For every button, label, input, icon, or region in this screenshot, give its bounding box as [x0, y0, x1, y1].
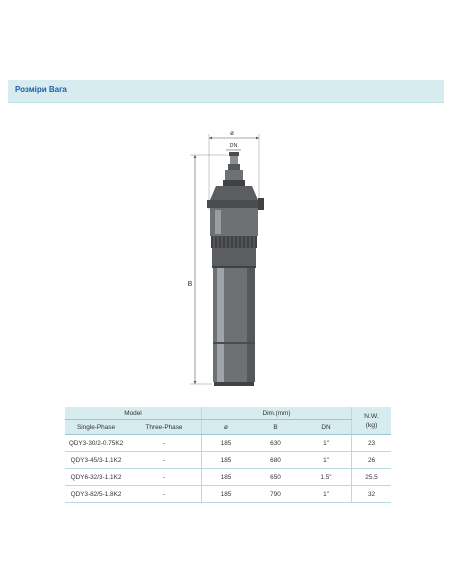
pump-dimension-diagram [170, 120, 290, 400]
table-header-row-2 [65, 420, 391, 435]
pump-head-flange [207, 200, 261, 208]
arrow-bottom [194, 381, 197, 384]
motor-end-cap [214, 382, 254, 386]
section-header [8, 80, 444, 103]
outlet-nipple [230, 156, 238, 164]
dn-cell: 1" [301, 486, 352, 503]
outlet-body [225, 170, 243, 180]
b-cell: 680 [250, 452, 301, 469]
motor-highlight [217, 268, 224, 382]
diameter-label: ø [230, 131, 234, 137]
nw-cell: 25.5 [352, 469, 392, 486]
three-phase-cell: - [127, 435, 202, 452]
phi-header: ø [202, 420, 251, 435]
nw-cell: 32 [352, 486, 392, 503]
pump-head-highlight [215, 210, 221, 234]
three-phase-header: Three-Phase [127, 420, 202, 435]
dn-label: DN [229, 143, 238, 149]
dn-header: DN [301, 420, 352, 435]
three-phase-cell: - [127, 469, 202, 486]
phi-cell: 185 [202, 452, 251, 469]
b-cell: 630 [250, 435, 301, 452]
nw-header [352, 407, 392, 435]
pump-upper-section [212, 248, 256, 266]
pump-drawing [170, 120, 290, 400]
nw-cell: 26 [352, 452, 392, 469]
motor-seam [213, 342, 255, 344]
cable-gland [258, 198, 264, 210]
single-phase-cell: QDY3-45/3-1.1K2 [65, 452, 127, 469]
motor-shadow [247, 268, 255, 382]
single-phase-cell: QDY3-30/2-0.75K2 [65, 435, 127, 452]
dn-cell: 1" [301, 452, 352, 469]
nw-label: N.W. [364, 412, 379, 420]
pump-head-cone [210, 186, 258, 200]
outlet-thread [229, 152, 239, 156]
dn-cell: 1.5" [301, 469, 352, 486]
section-seam [212, 266, 256, 268]
arrow-top [194, 155, 197, 158]
model-header: Model [65, 407, 202, 420]
table-row [65, 486, 391, 503]
single-phase-cell: QDY3-82/5-1.8K2 [65, 486, 127, 503]
three-phase-cell: - [127, 486, 202, 503]
arrow-right [256, 137, 259, 140]
b-label: B [187, 281, 193, 288]
b-cell: 650 [250, 469, 301, 486]
single-phase-cell: QDY6-32/3-1.1K2 [65, 469, 127, 486]
nw-unit: (kg) [365, 421, 378, 429]
outlet-collar [223, 180, 245, 186]
table-row [65, 469, 391, 486]
arrow-left [209, 137, 212, 140]
b-header: B [250, 420, 301, 435]
dimensions-table [65, 407, 391, 503]
table-row [65, 435, 391, 452]
phi-cell: 185 [202, 435, 251, 452]
dim-header: Dim.(mm) [202, 407, 352, 420]
phi-cell: 185 [202, 486, 251, 503]
b-cell: 790 [250, 486, 301, 503]
table-header-row-1 [65, 407, 391, 420]
section-title: Розміри Вага [15, 85, 67, 94]
phi-cell: 185 [202, 469, 251, 486]
three-phase-cell: - [127, 452, 202, 469]
outlet-nut [228, 164, 240, 170]
dn-cell: 1" [301, 435, 352, 452]
nw-cell: 23 [352, 435, 392, 452]
single-phase-header: Single-Phase [65, 420, 127, 435]
table-row [65, 452, 391, 469]
